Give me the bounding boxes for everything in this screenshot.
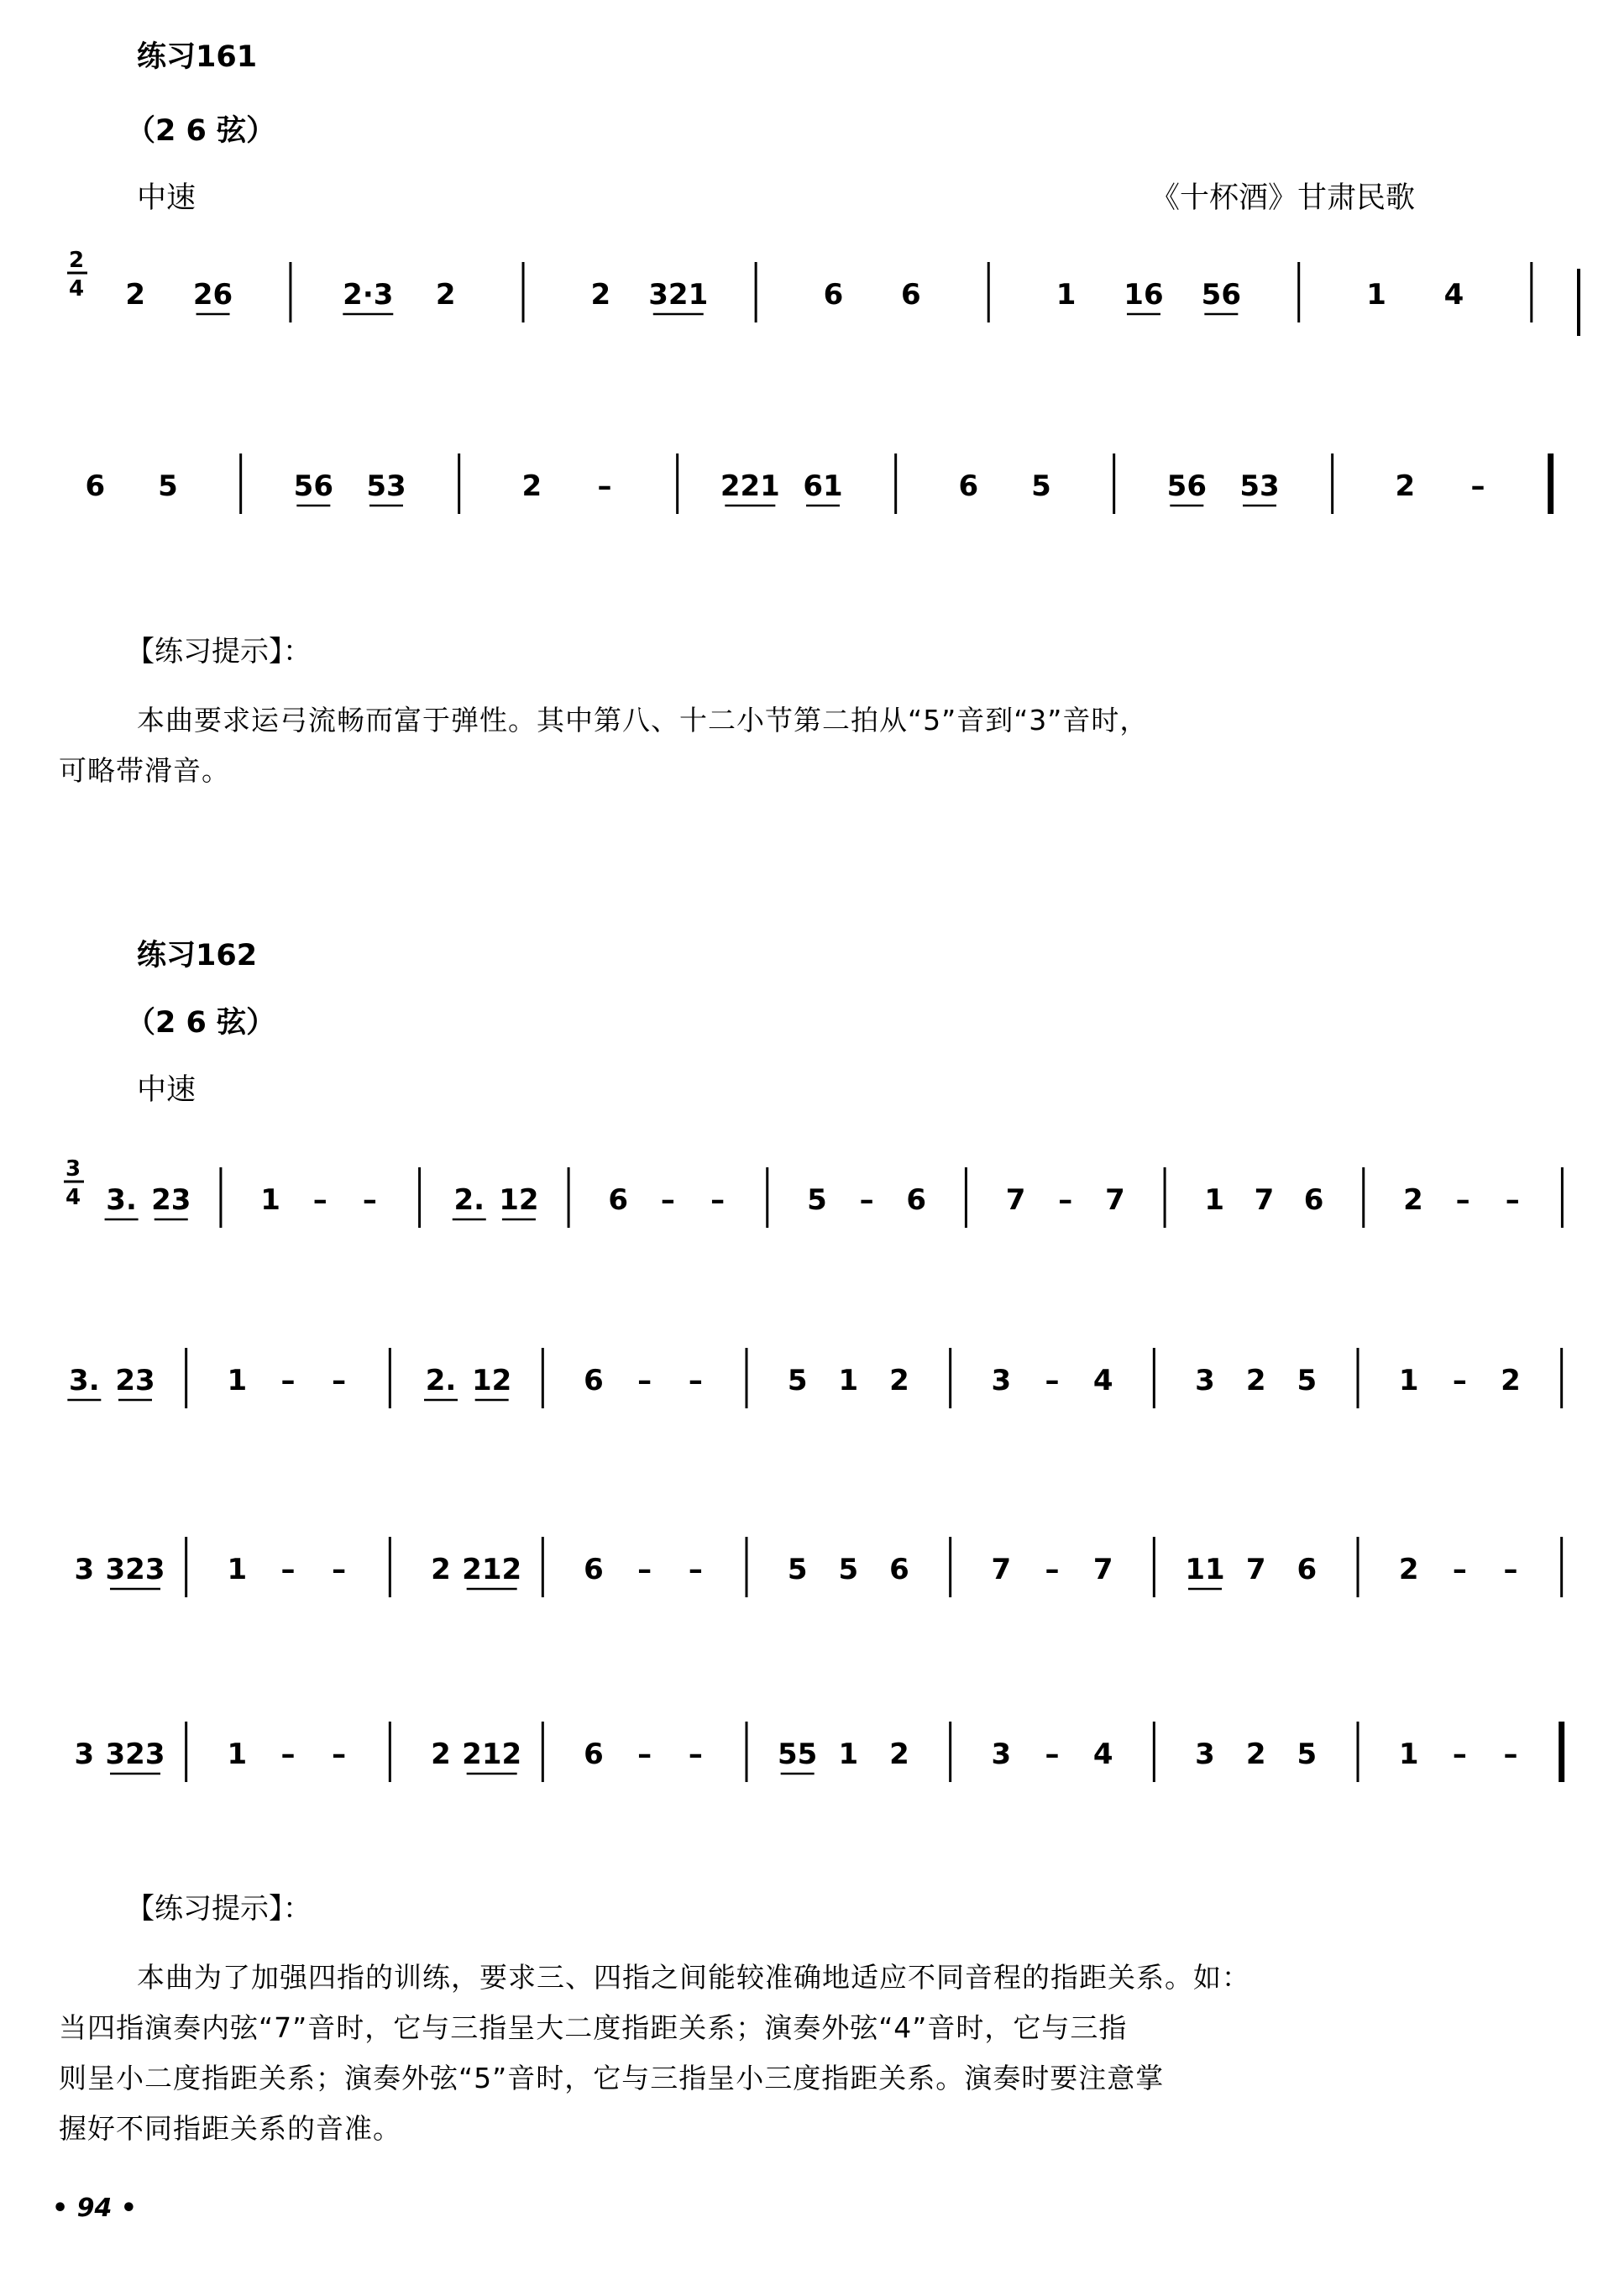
note: 2 <box>1398 1553 1419 1586</box>
note: 3. <box>106 1183 137 1217</box>
note: 7 <box>1005 1183 1026 1217</box>
hold-dash: – <box>688 1553 703 1586</box>
note: 5 <box>1031 469 1051 503</box>
note: 12 <box>472 1364 512 1397</box>
hold-dash: – <box>637 1738 652 1771</box>
note: 4 <box>1092 1364 1113 1397</box>
note: 321 <box>648 278 709 312</box>
note: 4 <box>1443 278 1464 312</box>
note: 3 <box>74 1553 95 1586</box>
exercise-161-tips-heading: 【练习提示】： <box>126 635 312 668</box>
hold-dash: – <box>1503 1738 1518 1771</box>
note: 5 <box>787 1553 808 1586</box>
hold-dash: – <box>597 469 612 503</box>
note: 2 <box>431 1553 451 1586</box>
hold-dash: – <box>1455 1183 1470 1217</box>
hold-dash: – <box>1045 1364 1060 1397</box>
exercise-162-strings: （2 6 弦） <box>126 1006 276 1040</box>
hold-dash: – <box>1058 1183 1073 1217</box>
hold-dash: – <box>1452 1364 1467 1397</box>
note: 5 <box>1297 1738 1318 1771</box>
exercise-162-tip-line-1: 本曲为了加强四指的训练，要求三、四指之间能较准确地适应不同音程的指距关系。如： <box>137 1961 1250 1994</box>
hold-dash: – <box>362 1183 377 1217</box>
exercise-162-tempo: 中速 <box>137 1073 196 1107</box>
note: 2 <box>125 278 146 312</box>
exercise-161-tip-line-1: 本曲要求运弓流畅而富于弹性。其中第八、十二小节第二拍从“5”音到“3”音时， <box>137 704 1149 736</box>
note: 6 <box>906 1183 927 1217</box>
note: 323 <box>105 1738 165 1771</box>
note: 3. <box>69 1364 100 1397</box>
hold-dash: – <box>1452 1553 1467 1586</box>
hold-dash: – <box>332 1364 347 1397</box>
note: 53 <box>366 469 406 503</box>
note: 1 <box>1398 1364 1419 1397</box>
note: 61 <box>803 469 843 503</box>
exercise-161-tip-line-2: 可略带滑音。 <box>59 754 230 787</box>
exercise-161-strings: （2 6 弦） <box>126 114 276 148</box>
hold-dash: – <box>660 1183 675 1217</box>
exercise-161-tempo: 中速 <box>137 181 196 215</box>
hold-dash: – <box>1503 1553 1518 1586</box>
note: 16 <box>1124 278 1164 312</box>
note: 2 <box>1245 1738 1266 1771</box>
note: 1 <box>260 1183 280 1217</box>
score-row-2 <box>67 1348 1561 1408</box>
note: 212 <box>462 1553 522 1586</box>
note: 7 <box>1254 1183 1275 1217</box>
hold-dash: – <box>312 1183 327 1217</box>
hold-dash: – <box>280 1364 296 1397</box>
hold-dash: – <box>1470 469 1485 503</box>
note: 2. <box>425 1364 457 1397</box>
hold-dash: – <box>1452 1738 1467 1771</box>
note: 2 <box>431 1738 451 1771</box>
note: 1 <box>227 1553 248 1586</box>
note: 212 <box>462 1738 522 1771</box>
exercise-161-source: 《十杯酒》甘肃民歌 <box>1150 181 1416 215</box>
note: 6 <box>901 278 921 312</box>
note: 3 <box>991 1364 1012 1397</box>
exercise-162-title: 练习162 <box>137 939 258 972</box>
note: 2 <box>889 1738 909 1771</box>
note: 221 <box>720 469 780 503</box>
note: 6 <box>958 469 979 503</box>
note: 6 <box>889 1553 909 1586</box>
note: 2·3 <box>343 278 394 312</box>
note: 6 <box>608 1183 629 1217</box>
note: 3 <box>1195 1364 1215 1397</box>
note: 1 <box>1398 1738 1419 1771</box>
hold-dash: – <box>332 1738 347 1771</box>
note: 2 <box>435 278 456 312</box>
time-signature-top: 2 <box>69 248 85 273</box>
note: 53 <box>1239 469 1280 503</box>
hold-dash: – <box>332 1553 347 1586</box>
hold-dash: – <box>688 1364 703 1397</box>
note: 2 <box>590 278 611 312</box>
note: 4 <box>1092 1738 1113 1771</box>
note: 5 <box>1297 1364 1318 1397</box>
note: 5 <box>838 1553 859 1586</box>
note: 5 <box>158 469 178 503</box>
note: 56 <box>1166 469 1207 503</box>
note: 6 <box>584 1364 604 1397</box>
note: 1 <box>227 1738 248 1771</box>
page-number: • 94 • <box>52 2194 137 2223</box>
score-row-4 <box>74 1722 1561 1782</box>
note: 7 <box>1105 1183 1125 1217</box>
note: 7 <box>991 1553 1012 1586</box>
note: 6 <box>823 278 844 312</box>
exercise-162-tips-heading: 【练习提示】： <box>126 1892 312 1926</box>
note: 26 <box>192 278 233 312</box>
hold-dash: – <box>859 1183 874 1217</box>
note: 56 <box>293 469 333 503</box>
note: 6 <box>1303 1183 1324 1217</box>
note: 2 <box>521 469 542 503</box>
note: 7 <box>1092 1553 1113 1586</box>
time-signature-top: 3 <box>65 1156 81 1182</box>
note: 2 <box>889 1364 909 1397</box>
note: 323 <box>105 1553 165 1586</box>
note: 11 <box>1185 1553 1225 1586</box>
note: 1 <box>838 1364 859 1397</box>
note: 5 <box>787 1364 808 1397</box>
note: 23 <box>115 1364 155 1397</box>
note: 1 <box>1204 1183 1225 1217</box>
note: 2. <box>453 1183 485 1217</box>
note: 6 <box>85 469 106 503</box>
hold-dash: – <box>637 1553 652 1586</box>
note: 56 <box>1201 278 1242 312</box>
note: 23 <box>151 1183 191 1217</box>
hold-dash: – <box>1045 1738 1060 1771</box>
exercise-162-tip-line-4: 握好不同指距关系的音准。 <box>59 2112 401 2145</box>
note: 2 <box>1245 1364 1266 1397</box>
note: 12 <box>499 1183 539 1217</box>
note: 6 <box>584 1738 604 1771</box>
note: 1 <box>1366 278 1386 312</box>
hold-dash: – <box>710 1183 726 1217</box>
score-row-3 <box>74 1537 1561 1597</box>
note: 55 <box>778 1738 818 1771</box>
hold-dash: – <box>688 1738 703 1771</box>
time-signature-bottom: 4 <box>69 276 85 301</box>
note: 3 <box>991 1738 1012 1771</box>
note: 1 <box>1056 278 1077 312</box>
hold-dash: – <box>280 1553 296 1586</box>
exercise-161-title: 练习161 <box>137 40 258 74</box>
note: 2 <box>1403 1183 1423 1217</box>
note: 2 <box>1395 469 1416 503</box>
hold-dash: – <box>1045 1553 1060 1586</box>
exercise-162-tip-line-3: 则呈小二度指距关系；演奏外弦“5”音时，它与三指呈小三度指距关系。演奏时要注意掌 <box>59 2062 1165 2094</box>
note: 1 <box>838 1738 859 1771</box>
note: 1 <box>227 1364 248 1397</box>
hold-dash: – <box>280 1738 296 1771</box>
hold-dash: – <box>1505 1183 1520 1217</box>
time-signature-bottom: 4 <box>65 1185 81 1210</box>
note: 3 <box>74 1738 95 1771</box>
note: 2 <box>1501 1364 1521 1397</box>
hold-dash: – <box>637 1364 652 1397</box>
note: 6 <box>1297 1553 1318 1586</box>
note: 5 <box>807 1183 827 1217</box>
score-row-1 <box>105 1167 1563 1228</box>
note: 6 <box>584 1553 604 1586</box>
note: 7 <box>1245 1553 1266 1586</box>
exercise-162-tip-line-2: 当四指演奏内弦“7”音时，它与三指呈大二度指距关系；演奏外弦“4”音时，它与三指 <box>59 2011 1128 2044</box>
note: 3 <box>1195 1738 1215 1771</box>
